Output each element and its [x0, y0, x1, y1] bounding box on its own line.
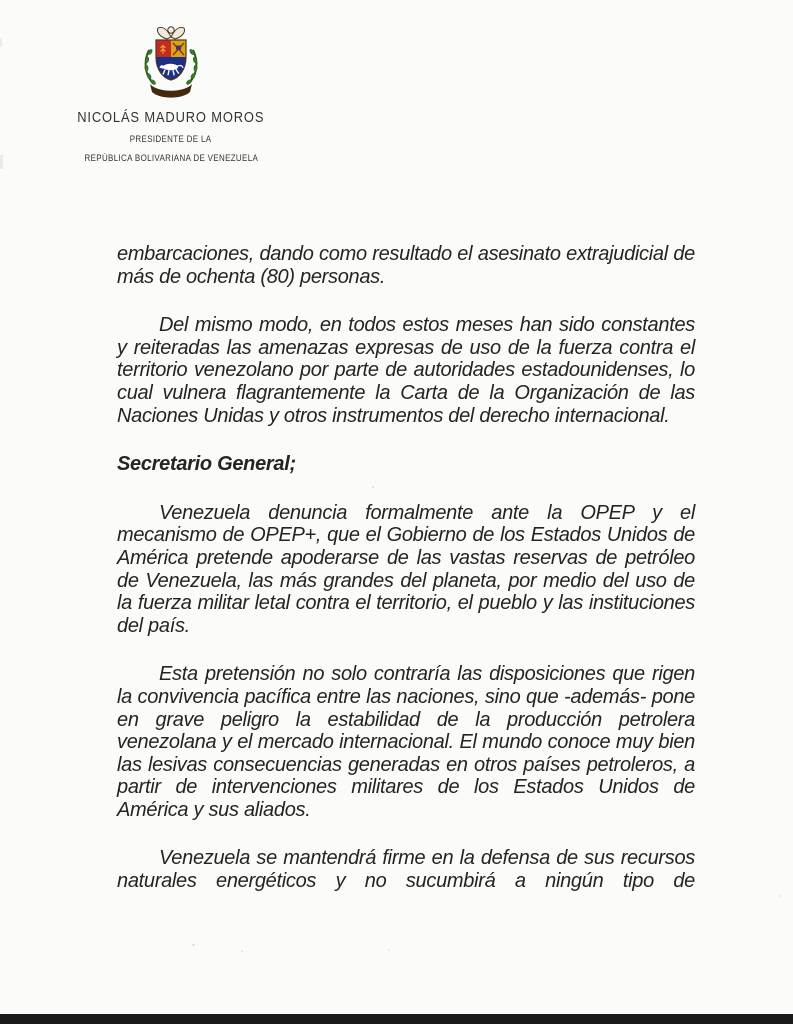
venezuela-coat-of-arms-icon [140, 24, 202, 100]
letter-paragraph: Esta pretensión no solo contraría las disposiciones que rigen la convivencia pacífica entre las naciones, sino que -además- pone en grave peligro la estabilidad de la producción petrolera venezolana y el mercado internacional. El mundo conoce muy bien las lesivas consecuencias generadas en otros países petroleros, a partir de intervenciones militares de los Estados Unidos de América y sus aliados. [117, 663, 695, 821]
scan-speck [241, 950, 243, 952]
scan-edge-artifact [0, 1014, 793, 1024]
letter-paragraph: Venezuela denuncia formalmente ante la OPEP y el mecanismo de OPEP+, que el Gobierno de los Estados Unidos de América pretende apoderarse de las vastas reservas de petróleo de Venezuela, las más grandes del planeta, por medio del uso de la fuerza militar letal contra el territorio, el pueblo y las instituciones del país. [117, 501, 695, 637]
scan-speck [192, 944, 195, 946]
letter-paragraph: embarcaciones, dando como resultado el asesinato extrajudicial de más de ochenta (80) personas. [117, 243, 695, 288]
scan-speck [372, 486, 374, 488]
letter-body [117, 243, 695, 919]
scan-speck [779, 895, 781, 897]
letterhead [38, 24, 304, 165]
letterhead-name: NICOLÁS MADURO MOROS [77, 109, 265, 126]
scan-speck [388, 949, 390, 951]
scan-edge-smudge [0, 38, 2, 47]
letter-paragraph: Del mismo modo, en todos estos meses han sido constantes y reiteradas las amenazas expresas de uso de la fuerza contra el territorio venezolano por parte de autoridades estadounidenses, lo cual vulnera flagrantemente la Carta de la Organización de las Naciones Unidas y otros instrumentos del derecho internacional. [117, 314, 695, 427]
letterhead-title-line2: REPÚBLICA BOLIVARIANA DE VENEZUELA [84, 153, 258, 164]
salutation-heading: Secretario General; [117, 453, 296, 476]
letterhead-title-line1: PRESIDENTE DE LA [130, 134, 212, 145]
letter-paragraph: Venezuela se mantendrá firme en la defensa de sus recursos naturales energéticos y no sucumbirá a ningún tipo de [117, 847, 695, 893]
scan-edge-smudge [0, 155, 3, 169]
